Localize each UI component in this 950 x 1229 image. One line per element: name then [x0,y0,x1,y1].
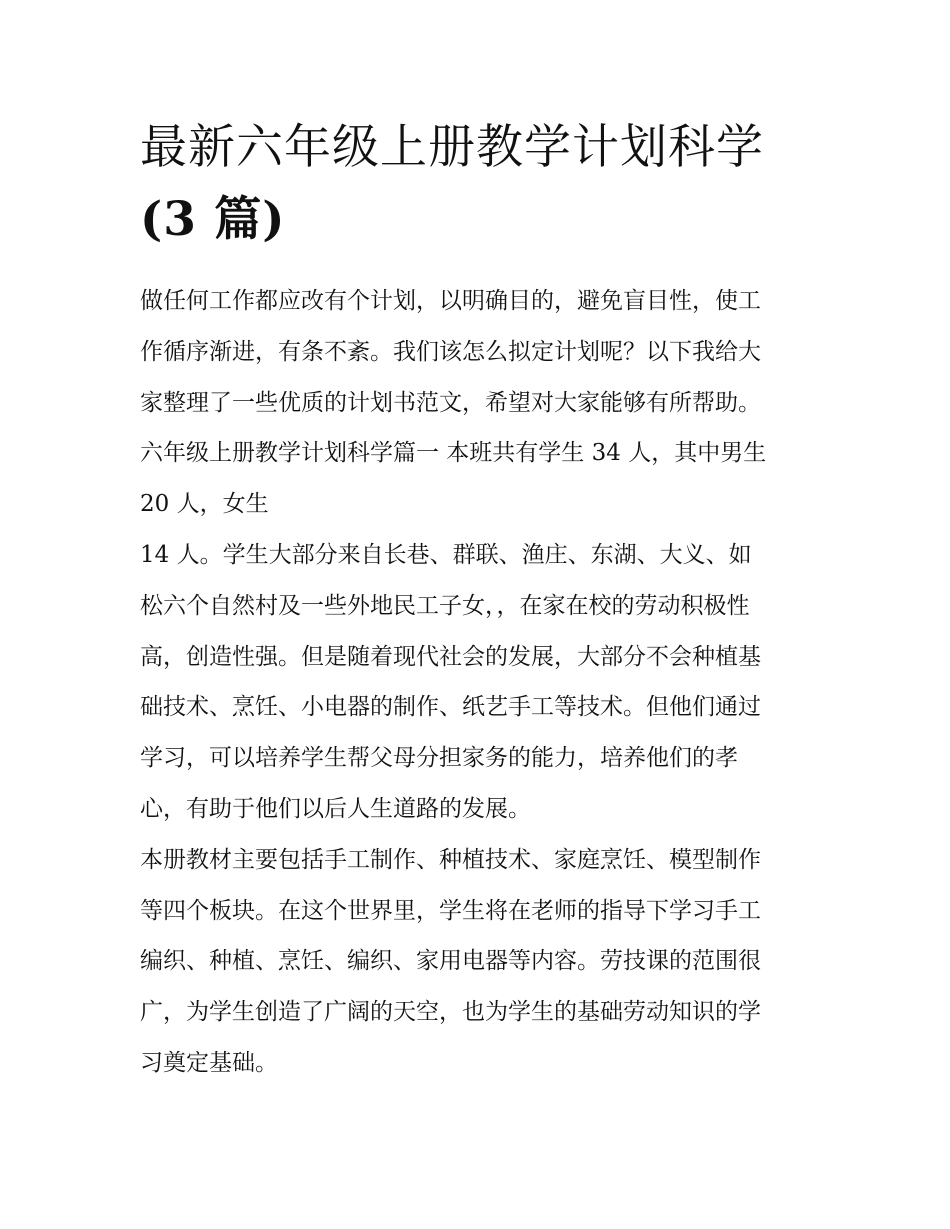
document-body [140,276,830,1089]
body-line: 本册教材主要包括手工制作、种植技术、家庭烹饪、模型制作 [140,846,761,873]
body-line: 松六个自然村及一些外地民工子女，，在家在校的劳动积极性 [140,592,750,619]
body-line: 学习，可以培养学生帮父母分担家务的能力，培养他们的孝 [140,745,738,772]
title-line-2: (3 篇) [140,192,286,247]
title-line-1: 最新六年级上册教学计划科学 [140,120,764,175]
body-line: 编织、种植、烹饪、编织、家用电器等内容。劳技课的范围很 [140,948,761,975]
body-line: 六年级上册教学计划科学篇一 本班共有学生 34 人，其中男生 [140,440,767,467]
body-line: 家整理了一些优质的计划书范文，希望对大家能够有所帮助。 [140,389,761,416]
body-line: 习奠定基础。 [140,1049,278,1076]
body-line: 作循序渐进，有条不紊。我们该怎么拟定计划呢？以下我给大 [140,338,761,365]
body-line: 等四个板块。在这个世界里，学生将在老师的指导下学习手工 [140,897,761,924]
body-line: 14 人。学生大部分来自长巷、群联、渔庄、东湖、大义、如 [140,541,752,568]
body-line: 心，有助于他们以后人生道路的发展。 [140,795,531,822]
body-line: 础技术、烹饪、小电器的制作、纸艺手工等技术。但他们通过 [140,694,761,721]
body-line: 做任何工作都应改有个计划，以明确目的，避免盲目性，使工 [140,288,761,314]
document-title [140,112,830,256]
body-line: 广，为学生创造了广阔的天空，也为学生的基础劳动知识的学 [140,999,761,1026]
body-line: 20 人，女生 [140,491,269,518]
body-line: 高，创造性强。但是随着现代社会的发展，大部分不会种植基 [140,643,761,670]
